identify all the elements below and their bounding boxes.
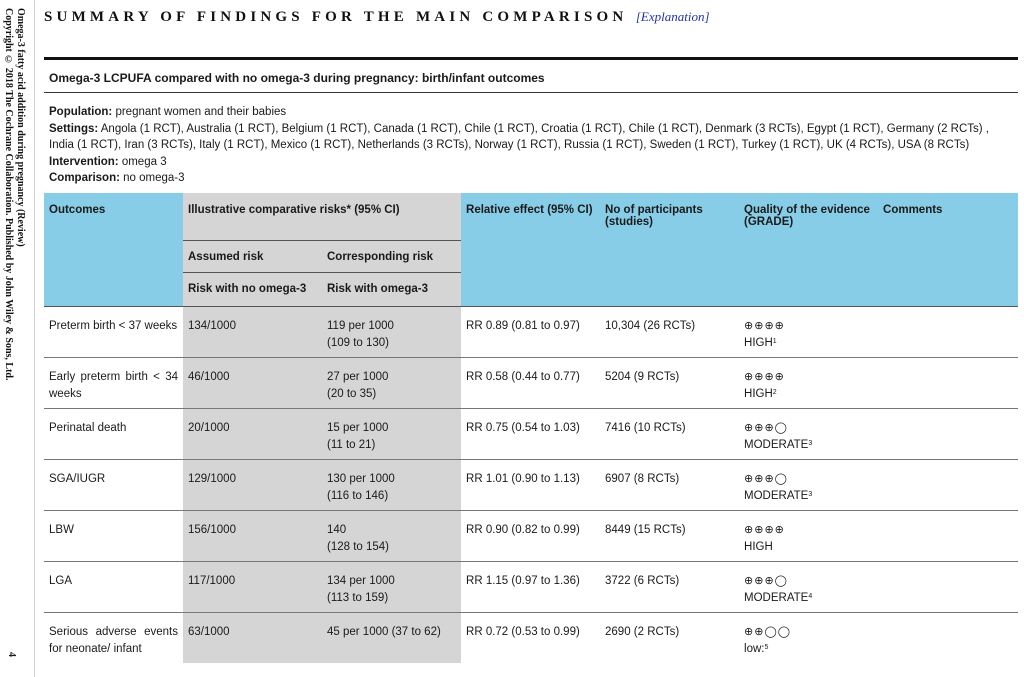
assumed-risk-cell: [183, 612, 322, 663]
findings-body: [44, 306, 1018, 663]
relative-effect-cell: [461, 408, 600, 459]
participants-value: 7416 (10 RCTs): [605, 421, 686, 434]
outcome-label: LGA: [49, 574, 73, 587]
outcome-label: Perinatal death: [49, 421, 127, 434]
sidebar-review-title: Omega-3 fatty acid addition during pregnancy (Review): [15, 8, 26, 247]
quality-cell: [739, 306, 878, 357]
corresponding-risk-value: 27 per 1000: [327, 370, 389, 383]
outcome-label: Early preterm birth < 34 weeks: [49, 370, 178, 400]
grade-label: HIGH: [744, 336, 773, 349]
relative-effect-cell: [461, 357, 600, 408]
population-line: [49, 104, 1013, 121]
assumed-risk-value: 46/1000: [188, 370, 230, 383]
comparison-line: [49, 170, 1013, 187]
grade-label: MODERATE: [744, 438, 809, 451]
assumed-risk-cell: [183, 306, 322, 357]
col-header-corresponding: Corresponding risk: [322, 240, 461, 272]
assumed-risk-value: 129/1000: [188, 472, 236, 485]
relative-effect-cell: [461, 612, 600, 663]
corresponding-risk-ci: (20 to 35): [327, 387, 377, 400]
col-header-quality: Quality of the evidence (GRADE): [739, 193, 878, 306]
col-header-assumed: Assumed risk: [183, 240, 322, 272]
relative-effect-value: RR 0.75 (0.54 to 1.03): [466, 421, 580, 434]
corresponding-risk-value: 15 per 1000: [327, 421, 389, 434]
corresponding-risk-cell: [322, 408, 461, 459]
table-row: [44, 306, 1018, 357]
grade-footnote: 3: [808, 490, 813, 498]
page-title: SUMMARY OF FINDINGS FOR THE MAIN COMPARISON: [44, 9, 628, 25]
sidebar-copyright: Copyright © 2018 The Cochrane Collaboration. Published by John Wiley & Sons, Ltd.: [3, 8, 14, 381]
outcome-cell: [44, 510, 183, 561]
assumed-risk-value: 63/1000: [188, 625, 230, 638]
quality-cell: [739, 357, 878, 408]
population-value: pregnant women and their babies: [112, 106, 287, 118]
assumed-risk-value: 20/1000: [188, 421, 230, 434]
grade-footnote: 2: [772, 388, 777, 396]
assumed-risk-cell: [183, 459, 322, 510]
comments-cell: [878, 357, 1018, 408]
page-number: 4: [6, 652, 17, 657]
quality-cell: [739, 408, 878, 459]
relative-effect-cell: [461, 510, 600, 561]
quality-cell: [739, 459, 878, 510]
corresponding-risk-ci: (116 to 146): [327, 489, 389, 502]
col-header-assumed-sub: Risk with no omega-3: [183, 272, 322, 306]
corresponding-risk-value: 130 per 1000: [327, 472, 395, 485]
grade-footnote: 3: [808, 439, 813, 447]
corresponding-risk-cell: [322, 459, 461, 510]
relative-effect-value: RR 0.58 (0.44 to 0.77): [466, 370, 580, 383]
col-header-outcomes: Outcomes: [44, 193, 183, 306]
explanation-link[interactable]: [Explanation]: [635, 9, 710, 24]
corresponding-risk-value: 140: [327, 523, 347, 536]
assumed-risk-cell: [183, 561, 322, 612]
table-row: [44, 561, 1018, 612]
comments-cell: [878, 510, 1018, 561]
outcome-cell: [44, 306, 183, 357]
outcome-cell: [44, 561, 183, 612]
participants-cell: [600, 561, 739, 612]
relative-effect-value: RR 1.15 (0.97 to 1.36): [466, 574, 580, 587]
outcome-label: Preterm birth < 37 weeks: [49, 319, 178, 332]
outcome-label: SGA/IUGR: [49, 472, 106, 485]
grade-footnote: 1: [772, 337, 777, 345]
quality-cell: [739, 612, 878, 663]
relative-effect-cell: [461, 306, 600, 357]
grade-symbols: ⊕⊕⊕◯: [744, 472, 788, 485]
quality-cell: [739, 510, 878, 561]
corresponding-risk-cell: [322, 357, 461, 408]
participants-cell: [600, 306, 739, 357]
quality-cell: [739, 561, 878, 612]
participants-cell: [600, 357, 739, 408]
participants-value: 10,304 (26 RCTs): [605, 319, 696, 332]
population-label: Population:: [49, 106, 113, 118]
relative-effect-value: RR 0.90 (0.82 to 0.99): [466, 523, 580, 536]
sidebar-divider: [34, 0, 35, 677]
corresponding-risk-cell: [322, 612, 461, 663]
participants-cell: [600, 510, 739, 561]
grade-label: MODERATE: [744, 591, 809, 604]
comparison-title: Omega-3 LCPUFA compared with no omega-3 during pregnancy: birth/infant outcomes: [44, 60, 1018, 93]
grade-label: low:: [744, 642, 765, 655]
relative-effect-value: RR 0.72 (0.53 to 0.99): [466, 625, 580, 638]
outcome-label: LBW: [49, 523, 74, 536]
comparison-label: Comparison:: [49, 172, 120, 185]
grade-label: HIGH: [744, 387, 773, 400]
corresponding-risk-value: 134 per 1000: [327, 574, 395, 587]
grade-symbols: ⊕⊕⊕⊕: [744, 523, 785, 536]
corresponding-risk-ci: (109 to 130): [327, 336, 390, 349]
page-header: [44, 8, 710, 26]
participants-cell: [600, 408, 739, 459]
table-row: [44, 459, 1018, 510]
participants-value: 6907 (8 RCTs): [605, 472, 680, 485]
table-row: [44, 408, 1018, 459]
grade-footnote: 5: [764, 643, 769, 651]
comments-cell: [878, 459, 1018, 510]
corresponding-risk-ci: (128 to 154): [327, 540, 390, 553]
corresponding-risk-cell: [322, 306, 461, 357]
comments-cell: [878, 408, 1018, 459]
relative-effect-value: RR 1.01 (0.90 to 1.13): [466, 472, 580, 485]
outcome-cell: [44, 612, 183, 663]
participants-cell: [600, 612, 739, 663]
corresponding-risk-value: 45 per 1000 (37 to 62): [327, 625, 441, 638]
corresponding-risk-cell: [322, 510, 461, 561]
intervention-label: Intervention:: [49, 155, 119, 168]
settings-value: Angola (1 RCT), Australia (1 RCT), Belgium (1 RCT), Canada (1 RCT), Chile (1 RCT), Croatia (1 RCT), Chile (1 RCT), Denmark (3 RCTs), Egypt (1 RCT), Germany (2 RCTs) , India (1 RCT), Iran (3 RCTs), Italy (1 RCT), Mexico (1 RCT), Netherlands (3 RCTs), Norway (1 RCT), Russia (1 RCT), Sweden (1 RCT), Turkey (1 RCT), UK (4 RCTs), USA (8 RCTs): [49, 122, 989, 152]
pico-block: [44, 93, 1018, 187]
comments-cell: [878, 306, 1018, 357]
outcome-cell: [44, 408, 183, 459]
col-header-relative-effect: Relative effect (95% CI): [461, 193, 600, 306]
corresponding-risk-cell: [322, 561, 461, 612]
intervention-value: omega 3: [118, 155, 167, 168]
corresponding-risk-ci: (11 to 21): [327, 438, 376, 451]
settings-line: [49, 121, 1013, 154]
comments-cell: [878, 561, 1018, 612]
corresponding-risk-value: 119 per 1000: [327, 319, 394, 332]
relative-effect-cell: [461, 561, 600, 612]
table-row: [44, 612, 1018, 663]
relative-effect-cell: [461, 459, 600, 510]
copyright-sidebar: [2, 8, 26, 380]
assumed-risk-value: 134/1000: [188, 319, 236, 332]
grade-symbols: ⊕⊕⊕⊕: [744, 319, 785, 332]
corresponding-risk-ci: (113 to 159): [327, 591, 389, 604]
comparison-value: no omega-3: [119, 172, 185, 185]
col-header-participants: No of participants (studies): [600, 193, 739, 306]
findings-table: [44, 193, 1018, 663]
comments-cell: [878, 612, 1018, 663]
participants-value: 2690 (2 RCTs): [605, 625, 680, 638]
grade-footnote: 4: [808, 592, 813, 600]
grade-label: MODERATE: [744, 489, 809, 502]
grade-symbols: ⊕⊕⊕⊕: [744, 370, 785, 383]
participants-value: 5204 (9 RCTs): [605, 370, 680, 383]
assumed-risk-cell: [183, 510, 322, 561]
outcome-cell: [44, 459, 183, 510]
outcome-label: Serious adverse events for neonate/ infant: [49, 625, 178, 655]
assumed-risk-cell: [183, 357, 322, 408]
participants-cell: [600, 459, 739, 510]
grade-symbols: ⊕⊕◯◯: [744, 625, 792, 638]
grade-symbols: ⊕⊕⊕◯: [744, 574, 788, 587]
grade-label: HIGH: [744, 540, 773, 553]
table-row: [44, 510, 1018, 561]
grade-symbols: ⊕⊕⊕◯: [744, 421, 788, 434]
participants-value: 3722 (6 RCTs): [605, 574, 680, 587]
relative-effect-value: RR 0.89 (0.81 to 0.97): [466, 319, 580, 332]
col-header-comments: Comments: [878, 193, 1018, 306]
settings-label: Settings:: [49, 122, 99, 135]
outcome-cell: [44, 357, 183, 408]
col-header-risks: Illustrative comparative risks* (95% CI): [183, 193, 461, 240]
intervention-line: [49, 154, 1013, 171]
col-header-corresponding-sub: Risk with omega-3: [322, 272, 461, 306]
table-row: [44, 357, 1018, 408]
participants-value: 8449 (15 RCTs): [605, 523, 686, 536]
assumed-risk-cell: [183, 408, 322, 459]
assumed-risk-value: 156/1000: [188, 523, 236, 536]
assumed-risk-value: 117/1000: [188, 574, 236, 587]
